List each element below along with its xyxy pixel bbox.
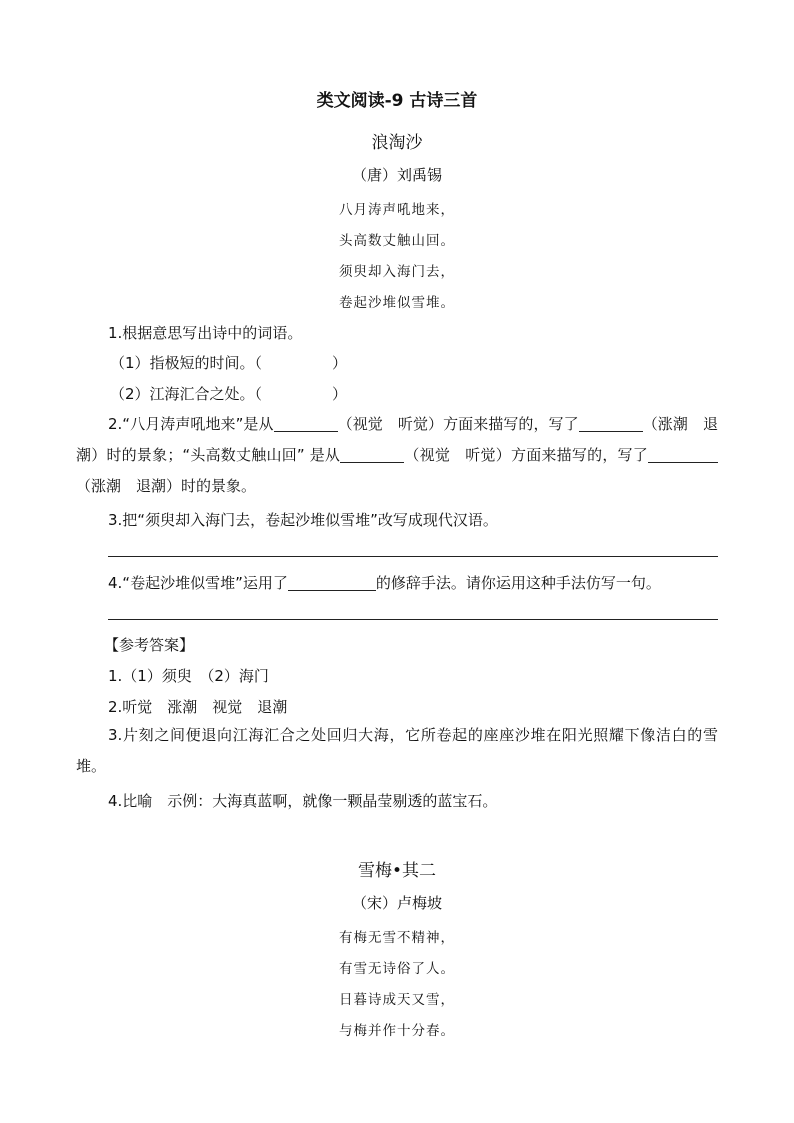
poem1-author: （唐）刘禹锡 [351, 166, 442, 184]
answer-3 [76, 720, 718, 782]
poem2-title: 雪梅•其二 [357, 861, 437, 881]
poem1-line: 头高数丈触山回。 [339, 233, 455, 249]
document-title: 类文阅读-9 古诗三首 [316, 91, 478, 111]
question-2-text-e: （涨潮 退潮）时的景象。 [76, 477, 257, 495]
question-3: 3.把“须臾却入海门去，卷起沙堆似雪堆”改写成现代汉语。 [108, 511, 498, 529]
answer-2: 2.听觉 涨潮 视觉 退潮 [108, 698, 288, 716]
question-2-text-c: （涨潮 退潮）时的景象；“头高数丈触山回” 是从 [76, 415, 718, 464]
question-1: 1.根据意思写出诗中的词语。 [108, 324, 303, 342]
question-1-2-close: ） [332, 385, 348, 403]
question-1-2-text: （2）江海汇合之处。（ [110, 385, 263, 403]
poem2-author: （宋）卢梅坡 [351, 894, 442, 912]
question-1-1-text: （1）指极短的时间。（ [110, 354, 263, 372]
answer-line[interactable] [108, 556, 718, 557]
question-2 [76, 409, 718, 502]
answer-blank[interactable] [340, 446, 404, 463]
answer-line[interactable] [108, 619, 718, 620]
poem1-line: 卷起沙堆似雪堆。 [339, 295, 455, 311]
answer-4: 4.比喻 示例：大海真蓝啊，就像一颗晶莹剔透的蓝宝石。 [108, 792, 498, 810]
question-1-2 [110, 383, 347, 404]
poem2-line: 有梅无雪不精神， [339, 930, 455, 946]
poem2-line: 有雪无诗俗了人。 [339, 961, 455, 977]
answer-blank[interactable] [274, 415, 338, 432]
poem2-line: 与梅并作十分春。 [339, 1023, 455, 1039]
answer-3-text: 3.片刻之间便退向江海汇合之处回归大海，它所卷起的座座沙堆在阳光照耀下像洁白的雪堆。 [76, 726, 718, 775]
answer-blank[interactable] [648, 446, 718, 463]
answer-blank[interactable] [288, 574, 376, 591]
question-1-1 [110, 352, 347, 373]
question-2-text-b: （视觉 听觉）方面来描写的，写了 [337, 415, 579, 433]
question-4 [108, 572, 661, 593]
question-4-text-b: 的修辞手法。请你运用这种手法仿写一句。 [375, 574, 661, 592]
answers-heading: 【参考答案】 [104, 636, 195, 654]
question-4-text-a: 4.“卷起沙堆似雪堆”运用了 [108, 574, 288, 592]
answer-blank[interactable] [579, 415, 643, 432]
question-1-1-close: ） [332, 354, 348, 372]
poem1-title: 浪淘沙 [371, 133, 423, 153]
answer-1: 1.（1）须臾 （2）海门 [108, 667, 269, 685]
poem1-line: 八月涛声吼地来， [339, 202, 455, 218]
poem1-line: 须臾却入海门去， [339, 264, 455, 280]
question-2-text-a: 2.“八月涛声吼地来”是从 [108, 415, 274, 433]
question-2-text-d: （视觉 听觉）方面来描写的，写了 [404, 446, 648, 464]
poem2-line: 日暮诗成天又雪， [339, 992, 455, 1008]
